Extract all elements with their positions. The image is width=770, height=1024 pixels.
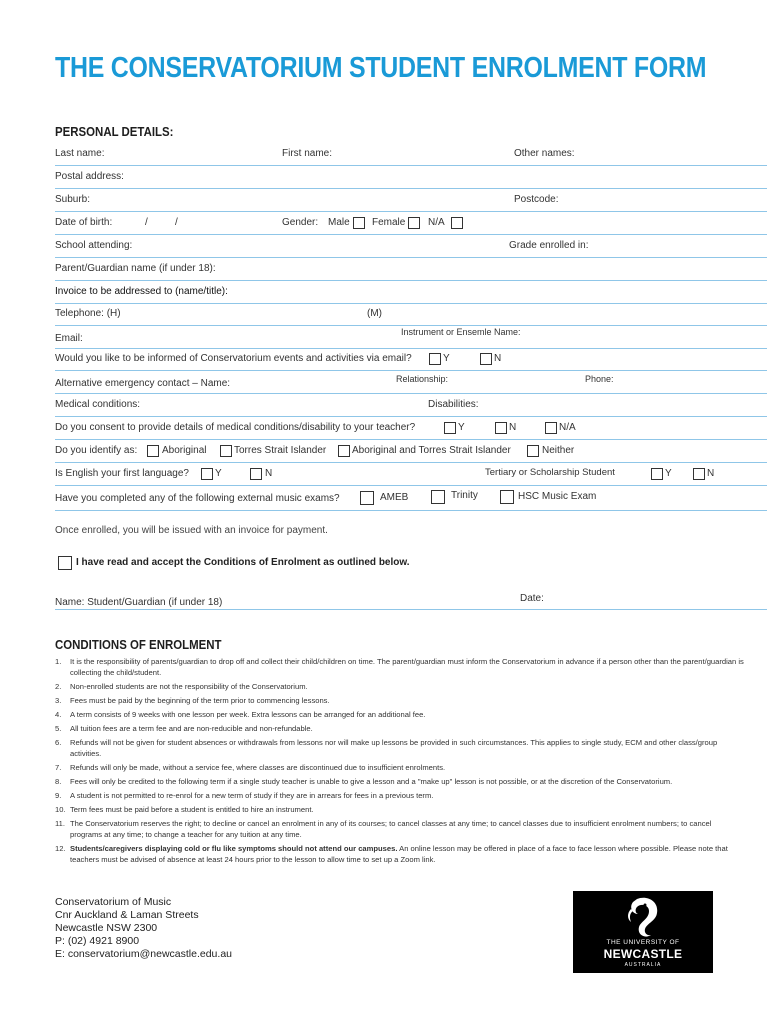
condition-item xyxy=(55,818,745,840)
first-name-label: First name: xyxy=(282,148,333,159)
other-names-label: Other names: xyxy=(514,148,575,159)
postal-address-label: Postal address: xyxy=(55,171,124,182)
consent-na-checkbox[interactable] xyxy=(545,422,557,434)
dob-label: Date of birth: xyxy=(55,217,113,228)
tertiary-label: Tertiary or Scholarship Student xyxy=(485,467,615,478)
address-block xyxy=(55,896,232,961)
dob-slash-1: / xyxy=(145,217,148,228)
identify-label: Do you identify as: xyxy=(55,445,138,456)
condition-text: A student is not permitted to re-enrol for a new term of study if they are in arrears for fees in a previous term. xyxy=(70,791,434,800)
conditions-list xyxy=(55,656,745,868)
dob-gender-row xyxy=(55,212,767,235)
consent-label: Do you consent to provide details of medical conditions/disability to your teacher? xyxy=(55,422,416,433)
condition-item xyxy=(55,681,745,692)
neither-checkbox[interactable] xyxy=(527,445,539,457)
sign-date-label: Date: xyxy=(520,593,544,604)
condition-text: Term fees must be paid before a student is entitled to hire an instrument. xyxy=(70,805,314,814)
male-label: Male xyxy=(328,217,350,228)
invoice-row xyxy=(55,281,767,304)
condition-number: 6. xyxy=(55,738,62,747)
condition-item xyxy=(55,723,745,734)
informed-yes-checkbox[interactable] xyxy=(429,353,441,365)
postal-address-row xyxy=(55,166,767,189)
english-yes-checkbox[interactable] xyxy=(201,468,213,480)
grade-label: Grade enrolled in: xyxy=(509,240,589,251)
condition-number: 12. xyxy=(55,844,66,853)
logo-line-2: NEWCASTLE xyxy=(603,947,683,961)
invoice-label: Invoice to be addressed to (name/title): xyxy=(55,286,228,297)
condition-text: All tuition fees are a term fee and are non-reducible and non-refundable. xyxy=(70,724,313,733)
consent-yes-checkbox[interactable] xyxy=(444,422,456,434)
condition-text: Refunds will only be made, without a service fee, where classes are discontinued due to insufficient enrolments. xyxy=(70,763,446,772)
condition-item xyxy=(55,737,745,759)
condition-number: 7. xyxy=(55,763,62,772)
phone-label: Phone: xyxy=(585,374,614,384)
condition-text: Non-enrolled students are not the responsibility of the Conservatorium. xyxy=(70,682,308,691)
phone-line: P: (02) 4921 8900 xyxy=(55,935,140,947)
tsi-label: Torres Strait Islander xyxy=(234,445,327,456)
condition-number: 8. xyxy=(55,777,62,786)
telephone-row xyxy=(55,303,767,326)
dob-slash-2: / xyxy=(175,217,178,228)
english-label: Is English your first language? xyxy=(55,468,189,479)
consent-na-label: N/A xyxy=(559,422,576,433)
parent-label: Parent/Guardian name (if under 18): xyxy=(55,263,216,274)
suburb-row xyxy=(55,189,767,212)
medical-row xyxy=(55,394,767,417)
informed-no-label: N xyxy=(494,353,502,364)
female-checkbox[interactable] xyxy=(408,217,420,229)
consent-row xyxy=(55,417,767,440)
sign-name-label: Name: Student/Guardian (if under 18) xyxy=(55,597,223,608)
english-row xyxy=(55,463,767,486)
condition-number: 11. xyxy=(55,819,65,828)
logo-line-3: AUSTRALIA xyxy=(624,962,662,968)
condition-text: A term consists of 9 weeks with one lesson per week. Extra lessons can be arranged for an additional fee. xyxy=(70,710,426,719)
condition-item xyxy=(55,804,745,815)
informed-yes-label: Y xyxy=(443,353,450,364)
condition-item xyxy=(55,843,745,865)
condition-number: 4. xyxy=(55,710,62,719)
signature-row xyxy=(55,586,767,610)
address-line: Conservatorium of Music xyxy=(55,896,172,908)
condition-text: Fees must be paid by the beginning of the term prior to commencing lessons. xyxy=(70,696,330,705)
logo-line-1: THE UNIVERSITY OF xyxy=(606,939,680,946)
invoice-note: Once enrolled, you will be issued with an invoice for payment. xyxy=(55,525,328,536)
gender-label: Gender: xyxy=(282,217,319,228)
condition-number: 5. xyxy=(55,724,62,733)
suburb-label: Suburb: xyxy=(55,194,91,205)
tertiary-no-label: N xyxy=(707,468,715,479)
relationship-label: Relationship: xyxy=(396,374,449,384)
tsi-checkbox[interactable] xyxy=(220,445,232,457)
trinity-checkbox[interactable] xyxy=(431,490,445,504)
neither-label: Neither xyxy=(542,445,575,456)
parent-row xyxy=(55,258,767,281)
email-label: Email: xyxy=(55,333,83,344)
instrument-label: Instrument or Ensemle Name: xyxy=(401,327,521,337)
accept-checkbox[interactable] xyxy=(58,556,72,570)
conditions-heading: CONDITIONS OF ENROLMENT xyxy=(55,637,222,652)
school-label: School attending: xyxy=(55,240,133,251)
disabilities-label: Disabilities: xyxy=(428,399,479,410)
tertiary-yes-checkbox[interactable] xyxy=(651,468,663,480)
informed-label: Would you like to be informed of Conservatorium events and activities via email? xyxy=(55,353,412,364)
condition-number: 2. xyxy=(55,682,62,691)
consent-yes-label: Y xyxy=(458,422,465,433)
postcode-label: Postcode: xyxy=(514,194,559,205)
english-no-label: N xyxy=(265,468,273,479)
condition-number: 1. xyxy=(55,657,62,666)
tertiary-yes-label: Y xyxy=(665,468,672,479)
exams-row xyxy=(55,486,767,511)
alt-contact-row xyxy=(55,371,767,394)
medical-label: Medical conditions: xyxy=(55,399,141,410)
accept-label: I have read and accept the Conditions of Enrolment as outlined below. xyxy=(76,557,410,568)
both-checkbox[interactable] xyxy=(338,445,350,457)
hsc-label: HSC Music Exam xyxy=(518,491,597,502)
name-row xyxy=(55,143,767,166)
condition-number: 9. xyxy=(55,791,62,800)
english-no-checkbox[interactable] xyxy=(250,468,262,480)
seahorse-crest-icon xyxy=(623,895,663,939)
email-line: E: conservatorium@newcastle.edu.au xyxy=(55,948,232,960)
ameb-checkbox[interactable] xyxy=(360,491,374,505)
condition-item xyxy=(55,776,745,787)
consent-no-checkbox[interactable] xyxy=(495,422,507,434)
condition-text: It is the responsibility of parents/guardian to drop off and collect their child/children on time. The parent/guardian must inform the Conservatorium in advance if a person other than the parent/guardian is collecting the child/student. xyxy=(70,657,744,677)
condition-number: 10. xyxy=(55,805,66,814)
male-checkbox[interactable] xyxy=(353,217,365,229)
condition-text: The Conservatorium reserves the right; to decline or cancel an enrolment in any of its courses; to cancel classes at any time; to cancel classes due to insufficient enrolment numbers; to cancel programs at any time; to change a teacher for any tuition at any time. xyxy=(70,819,712,839)
telephone-label: Telephone: (H) xyxy=(55,308,121,319)
page-title: THE CONSERVATORIUM STUDENT ENROLMENT FORM xyxy=(55,52,707,84)
female-label: Female xyxy=(372,217,406,228)
ameb-label: AMEB xyxy=(380,492,409,503)
alt-contact-label: Alternative emergency contact – Name: xyxy=(55,378,231,389)
consent-no-label: N xyxy=(509,422,517,433)
condition-number: 3. xyxy=(55,696,62,705)
gender-na-checkbox[interactable] xyxy=(451,217,463,229)
identify-row xyxy=(55,440,767,463)
condition-text: Fees will only be credited to the following term if a single study teacher is unable to give a lesson and a "make up" lesson is not possible, or at the discretion of the Conservatorium. xyxy=(70,777,673,786)
condition-item xyxy=(55,709,745,720)
condition-text: Refunds will not be given for student absences or withdrawals from lessons nor will make up lessons be provided in such circumstances. This applies to single study, ECM and other class/group activities. xyxy=(70,738,718,758)
address-line: Newcastle NSW 2300 xyxy=(55,922,158,934)
condition-item xyxy=(55,695,745,706)
address-line: Cnr Auckland & Laman Streets xyxy=(55,909,199,921)
aboriginal-checkbox[interactable] xyxy=(147,445,159,457)
email-row xyxy=(55,326,767,349)
gender-na-label: N/A xyxy=(428,217,445,228)
mobile-label: (M) xyxy=(367,308,382,319)
university-logo xyxy=(573,891,713,973)
condition-text: An online lesson may be offered in place of a face to face lesson where possible. Please note that teachers must be advised of absence at least 24 hours prior to the lesson to allow time to set up a Zoom link. xyxy=(70,844,728,864)
trinity-label: Trinity xyxy=(451,490,478,501)
condition-item xyxy=(55,762,745,773)
both-label: Aboriginal and Torres Strait Islander xyxy=(352,445,511,456)
hsc-checkbox[interactable] xyxy=(500,490,514,504)
school-row xyxy=(55,235,767,258)
condition-item xyxy=(55,790,745,801)
exams-label: Have you completed any of the following external music exams? xyxy=(55,493,340,504)
informed-no-checkbox[interactable] xyxy=(480,353,492,365)
tertiary-no-checkbox[interactable] xyxy=(693,468,705,480)
condition-item xyxy=(55,656,745,678)
english-yes-label: Y xyxy=(215,468,222,479)
aboriginal-label: Aboriginal xyxy=(162,445,207,456)
personal-details-heading: PERSONAL DETAILS: xyxy=(55,124,174,139)
last-name-label: Last name: xyxy=(55,148,105,159)
condition-bold-text: Students/caregivers displaying cold or flu like symptoms should not attend our campuses. xyxy=(70,844,398,853)
informed-row xyxy=(55,348,767,371)
